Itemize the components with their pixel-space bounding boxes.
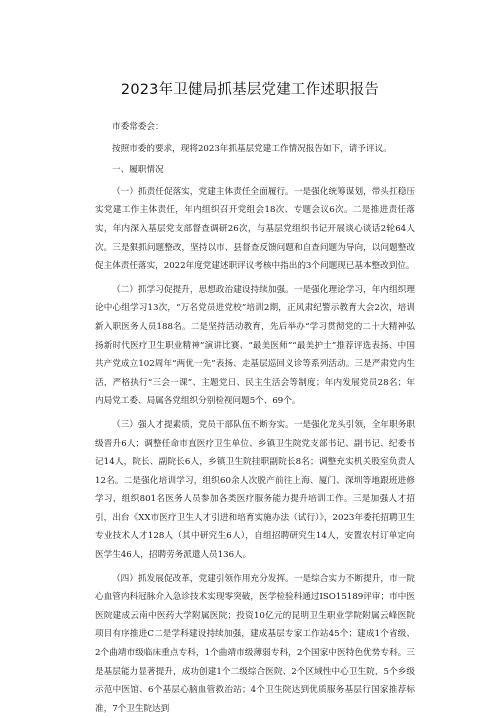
body-paragraph-3: （三）强人才提素质，党员干部队伍不断夯实。一是强化龙头引领，全年职务职级晋升6人；调整任命市直医疗卫生单位、乡镇卫生院党支部书记、副书记、纪委书记14人，院长、副院长6人，乡镇卫生院挂职副院长8名；调整充实机关股室负责人12名。二是强化培训学习，组织60余人次脱产前往上海、厦门、深圳等地跟班进修学习，组织801名医务人员参加各类医疗服务能力提升培训工作。三是加强人才招引，出台《XX市医疗卫生人才引进和培育实施办法（试行）》，2023年委托招聘卫生专业技术人才128人（其中研究生6人），自组招聘研究生14人，安置农村订单定向医学生46人，招聘劳务派遣人员136人。 <box>95 419 415 561</box>
section-heading: 一、履职情况 <box>112 165 164 176</box>
body-paragraph-2: （二）抓学习促提升，思想政治建设持续加强。一是强化理论学习，年内组织理论中心组学习13次，“万名党员进党校”培训2期，正风肃纪警示教育大会2次，培训新入职医务人员188名。二是坚持活动教育，先后举办“学习贯彻党的二十大精神弘扬新时代医疗卫生职业精神”演讲比赛、“最美医师”“最美护士”推荐评选表扬、中国共产党成立102周年“两优一先”表扬、走基层巡回义诊等系列活动。三是严肃党内生活，严格执行“三会一课”、主题党日、民主生活会等制度；年内发展党员28名；年内局党工委、局属各党组织分别检视问题5个、69个。 <box>95 284 415 407</box>
document-title: 2023年卫健局抓基层党建工作述职报告 <box>120 82 380 98</box>
body-paragraph-1: （一）抓责任促落实，党建主体责任全面履行。一是强化统筹谋划，带头扛稳压实党建工作主体责任，年内组织召开党组会18次、专题会议6次。二是推进责任落实，年内深入基层党支部督查调研26次，与基层党组织书记开展谈心谈话2轮64人次。三是狠抓问题整改，坚持以市、县督查反馈问题和自查问题为导向，以问题整改促主体责任落实，2022年度党建述职评议考核中指出的3个问题现已基本整改到位。 <box>95 186 415 272</box>
body-paragraph-4: （四）抓发展促改革，党建引领作用充分发挥。一是综合实力不断提升，市一院心血管内科冠脉介入急诊技术实现零突破，医学检验科通过ISO15189评审；市中医医院建成云南中医药大学附属医院；投资10亿元的昆明卫生职业学院附属云峰医院项目有序推进C二是学科建设持续加强，建成基层专家工作站45个；建成1个省级、2个曲靖市级临床重点专科，1个曲靖市级薄弱专科，2个国家中医特色优势专科。三是基层能力显著提升，成功创建1个二级综合医院、2个区域性中心卫生院，5个乡级示范中医馆、6个基层心脑血管救治站；4个卫生院达到优质服务基层行国家推荐标准，7个卫生院达到 <box>95 573 415 714</box>
intro-paragraph: 按照市委的要求，现将2023年抓基层党建工作情况报告如下，请予评议。 <box>112 143 392 154</box>
document-body <box>95 118 415 718</box>
salutation: 市委常委会： <box>112 122 164 132</box>
